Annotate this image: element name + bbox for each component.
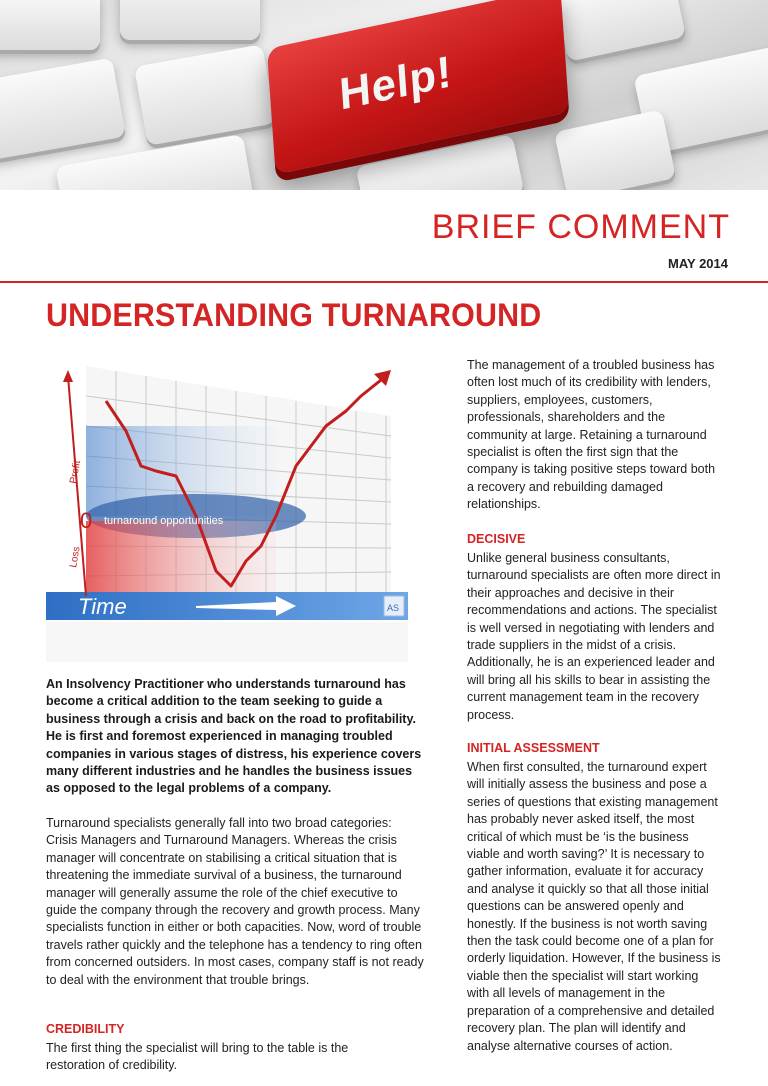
- issue-date: MAY 2014: [668, 256, 728, 271]
- categories-paragraph: Turnaround specialists generally fall into two broad categories: Crisis Managers and Turnaround Managers. Whereas the crisis manager will concentrate on stabilising a critical situation that is threatening the immediate survival of a business, the turnaround manager will generally assume the role of the chief executive to guide the company through the recovery and growth process. Many specialists function in either or both capacities. Now, word of trouble travels rather quickly and the telephone has a tendency to ring often from concerned outsiders. In most cases, company staff is not ready to deal with the environment that trouble brings.: [46, 816, 424, 987]
- keyboard-key: [134, 44, 276, 145]
- corner-logo-text: AS: [387, 603, 400, 613]
- loss-label: Loss: [68, 545, 83, 569]
- graph-svg: [46, 356, 408, 662]
- zero-label: 0: [80, 508, 93, 533]
- section-heading-initial-assessment: INITIAL ASSESSMENT: [467, 741, 600, 755]
- section-heading-credibility: CREDIBILITY: [46, 1022, 125, 1036]
- management-paragraph: The management of a troubled business has often lost much of its credibility with lenders, suppliers, employees, customers, professionals, shareholders and the community at large. Retaining a turnaround specialist is often the first sign that the company is taking positive steps toward both a recovery and rebuilding damaged relationships.: [467, 358, 716, 512]
- header-divider: [0, 281, 768, 283]
- lead-paragraph: An Insolvency Practitioner who understands turnaround has become a critical addition to the team seeking to guide a business through a crisis and back on the road to profitability. He is first and foremost experienced in managing troubled companies in various stages of distress, his experience covers many different industries and he handles the business issues as opposed to the legal problems of a company.: [46, 677, 422, 796]
- turnaround-graph-illustration: [46, 356, 408, 662]
- credibility-paragraph: The first thing the specialist will bring to the table is the restoration of credibility.: [46, 1041, 349, 1073]
- article-headline: UNDERSTANDING TURNAROUND: [46, 297, 542, 333]
- help-key-label: Help!: [337, 46, 454, 120]
- time-label: Time: [78, 594, 127, 619]
- help-key: [267, 0, 569, 175]
- section-heading-decisive: DECISIVE: [467, 532, 526, 546]
- initial-assessment-paragraph: When first consulted, the turnaround expert will initially assess the business and pose a series of questions that existing management has probably never asked itself, the most critical of which must be ‘is the business viable and worth saving?’ It is necessary to gather information, evaluate it for accuracy and analyse it quickly so that all those initial questions can be answered openly and honestly. If the business is not worth saving then the task could become one of a plan for orderly liquidation. However, If the business is viable then the specialist will start working with all levels of management in the preparation of a comprehensive and detailed recovery plan. The plan will identify and analyse alternative courses of action.: [467, 760, 721, 1053]
- decisive-paragraph: Unlike general business consultants, turnaround specialists are often more direct in their approaches and decisive in their recommendations and actions. The specialist is well versed in negotiating with lenders and trade suppliers in the midst of a crisis. Additionally, he is an experienced leader and will bring all his skills to bear in assisting the current management team in the recovery process.: [467, 551, 721, 722]
- keyboard-key: [120, 0, 260, 40]
- profit-label: Profit: [68, 459, 84, 485]
- value-axis-arrowhead: [63, 370, 73, 382]
- newsletter-title: BRIEF COMMENT: [431, 208, 730, 246]
- hero-keyboard-image: [0, 0, 768, 190]
- opportunities-label: turnaround opportunities: [104, 515, 224, 527]
- figure-reflection: [46, 622, 408, 662]
- keyboard-key: [0, 0, 100, 50]
- keyboard-key: [554, 0, 686, 62]
- keyboard-key: [554, 109, 676, 190]
- keyboard-key: [0, 58, 126, 163]
